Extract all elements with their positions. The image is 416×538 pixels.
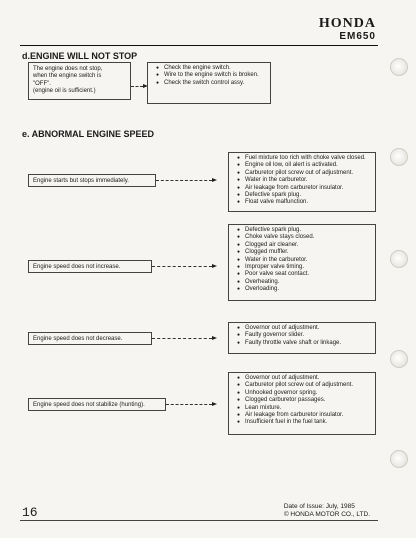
- section-e-heading: e. ABNORMAL ENGINE SPEED: [22, 129, 155, 139]
- causes-box-stops: [228, 152, 376, 212]
- connector-line: [131, 86, 143, 87]
- section-d-heading: d.ENGINE WILL NOT STOP: [22, 51, 138, 61]
- cause-item: ● Lean mixture.: [237, 405, 371, 412]
- cause-item: ● Check the engine switch.: [156, 65, 266, 72]
- cause-item: ● Faulty governor slider.: [237, 332, 371, 339]
- cause-item: ● Defective spark plug.: [237, 192, 371, 199]
- cause-item: ● Governor out of adjustment.: [237, 325, 371, 332]
- cause-item: ● Float valve malfunction.: [237, 199, 371, 206]
- cause-item: ● Poor valve seat contact.: [237, 271, 371, 278]
- symptom-label: Engine speed does not decrease.: [33, 336, 123, 342]
- symptom-line: (engine oil is sufficient.): [33, 88, 96, 95]
- cause-item: ● Engine oil low, oil alert is activated.: [237, 162, 371, 169]
- model-name: EM650: [339, 31, 376, 42]
- symptom-line: The engine does not stop,: [33, 66, 103, 72]
- footer-rule: [20, 520, 378, 521]
- arrow-icon: [212, 336, 217, 340]
- cause-item: ● Faulty throttle valve shaft or linkage.: [237, 340, 371, 347]
- copyright: © HONDA MOTOR CO., LTD.: [283, 511, 370, 518]
- causes-box-hunting: [228, 372, 376, 435]
- cause-item: ● Governor out of adjustment.: [237, 375, 371, 382]
- section-d-symptom-box: [28, 62, 131, 100]
- causes-box-not-decrease: [228, 322, 376, 354]
- cause-item: ● Choke valve stays closed.: [237, 234, 371, 241]
- symptom-label: Engine speed does not stabilize (hunting).: [33, 402, 145, 408]
- footer-info: [284, 503, 370, 519]
- arrow-icon: [212, 402, 217, 406]
- cause-item: ● Improper valve timing.: [237, 264, 371, 271]
- cause-item: ● Clogged muffler.: [237, 249, 371, 256]
- arrow-icon: [212, 178, 217, 182]
- cause-item: ● Overheating.: [237, 279, 371, 286]
- section-d-causes-box: [147, 62, 271, 104]
- binder-hole: [390, 148, 408, 166]
- cause-item: ● Wire to the engine switch is broken.: [156, 72, 266, 79]
- cause-item: ● Air leakage from carburetor insulator.: [237, 185, 371, 192]
- symptom-box-not-increase: [28, 260, 152, 273]
- cause-item: ● Overloading.: [237, 286, 371, 293]
- page-number: 16: [22, 505, 38, 520]
- cause-item: ● Clogged air cleaner.: [237, 242, 371, 249]
- symptom-line: when the engine switch is: [33, 73, 102, 80]
- binder-hole: [390, 350, 408, 368]
- symptom-label: Engine speed does not increase.: [33, 264, 121, 270]
- cause-item: ● Water in the carburetor.: [237, 257, 371, 264]
- cause-item: ● Carburetor pilot screw out of adjustment.: [237, 170, 371, 177]
- cause-item: ● Air leakage from carburetor insulator.: [237, 412, 371, 419]
- cause-item: ● Insufficient fuel in the fuel tank.: [237, 419, 371, 426]
- binder-hole: [390, 450, 408, 468]
- cause-item: ● Clogged carburetor passages.: [237, 397, 371, 404]
- connector-line: [152, 266, 212, 267]
- header-rule: [20, 45, 378, 46]
- symptom-line: "OFF".: [33, 80, 51, 87]
- causes-box-not-increase: [228, 224, 376, 301]
- cause-item: ● Unhooked governor spring.: [237, 390, 371, 397]
- symptom-box-stops: [28, 174, 156, 187]
- binder-hole: [390, 250, 408, 268]
- cause-item: ● Defective spark plug.: [237, 227, 371, 234]
- symptom-box-hunting: [28, 398, 166, 411]
- cause-item: ● Check the switch control assy.: [156, 80, 266, 87]
- brand-logo: HONDA: [318, 16, 376, 31]
- cause-item: ● Carburetor pilot screw out of adjustment.: [237, 382, 371, 389]
- cause-item: ● Water in the carburetor.: [237, 177, 371, 184]
- arrow-icon: [212, 264, 217, 268]
- issue-date: Date of Issue: July, 1985: [283, 503, 355, 510]
- connector-line: [156, 180, 212, 181]
- binder-hole: [390, 58, 408, 76]
- symptom-box-not-decrease: [28, 332, 152, 345]
- connector-line: [152, 338, 212, 339]
- cause-item: ● Fuel mixture too rich with choke valve closed.: [237, 155, 371, 162]
- symptom-label: Engine starts but stops immediately.: [33, 178, 129, 184]
- connector-line: [166, 404, 212, 405]
